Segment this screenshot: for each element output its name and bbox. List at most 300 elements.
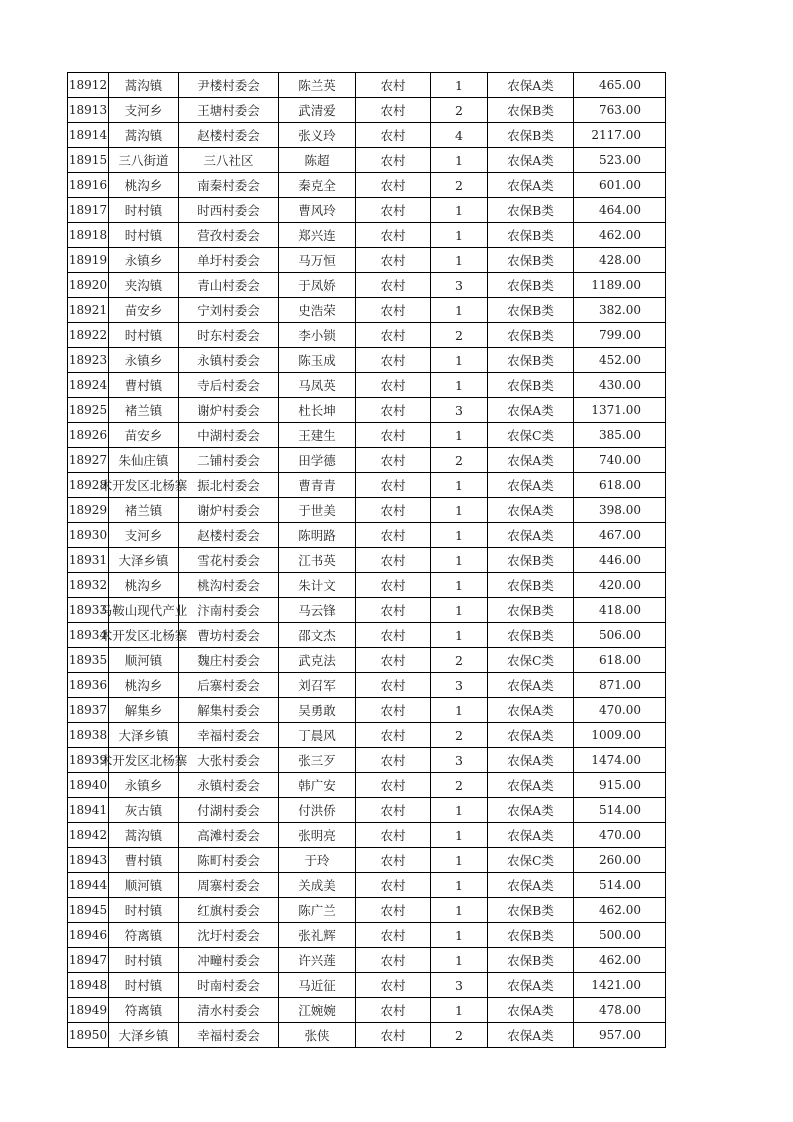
area-type-cell: [356, 823, 431, 848]
township: 时村镇: [124, 328, 163, 343]
village-committee-cell: [179, 598, 279, 623]
township: 解集乡: [124, 703, 163, 718]
record-id: 18950: [68, 1028, 108, 1042]
area-type: 农村: [380, 253, 406, 268]
table-row: [68, 698, 666, 723]
insurance-category-cell: [488, 873, 574, 898]
area-type: 农村: [380, 228, 406, 243]
amount-cell: [574, 848, 666, 873]
area-type-cell: [356, 798, 431, 823]
record-id: 18936: [68, 678, 108, 692]
insurance-category: 农保A类: [507, 778, 554, 793]
insurance-category-cell: [488, 348, 574, 373]
amount: 763.00: [599, 103, 641, 117]
household-count-cell: [431, 98, 488, 123]
insurance-category-cell: [488, 698, 574, 723]
township: 曹村镇: [124, 378, 163, 393]
township: 符离镇: [124, 1003, 163, 1018]
village-committee: 后寨村委会: [197, 678, 260, 693]
table-row: [68, 598, 666, 623]
village-committee: 幸福村委会: [197, 728, 260, 743]
area-type: 农村: [380, 103, 406, 118]
household-count-cell: [431, 348, 488, 373]
township-cell: [109, 373, 179, 398]
household-count: 1: [455, 77, 463, 93]
area-type-cell: [356, 398, 431, 423]
table-row: [68, 873, 666, 898]
person-name-cell: [279, 423, 356, 448]
person-name-cell: [279, 473, 356, 498]
area-type: 农村: [380, 578, 406, 593]
village-committee-cell: [179, 173, 279, 198]
area-type: 农村: [380, 778, 406, 793]
township: 蒿沟镇: [124, 828, 163, 843]
household-count-cell: [431, 673, 488, 698]
household-count: 1: [455, 927, 463, 943]
area-type-cell: [356, 348, 431, 373]
household-count-cell: [431, 723, 488, 748]
insurance-category-cell: [488, 1023, 574, 1048]
insurance-category-cell: [488, 73, 574, 98]
record-id: 18945: [68, 903, 108, 917]
township: 桃沟乡: [124, 178, 163, 193]
township: 符离镇: [124, 928, 163, 943]
area-type-cell: [356, 898, 431, 923]
record-id-cell: [68, 773, 109, 798]
village-committee: 时东村委会: [197, 328, 260, 343]
amount-cell: [574, 898, 666, 923]
area-type-cell: [356, 448, 431, 473]
record-id-cell: [68, 998, 109, 1023]
village-committee-cell: [179, 148, 279, 173]
area-type-cell: [356, 873, 431, 898]
person-name-cell: [279, 873, 356, 898]
township-cell: [99, 623, 188, 648]
area-type-cell: [356, 598, 431, 623]
table-row: [68, 848, 666, 873]
record-id: 18913: [68, 103, 108, 117]
household-count: 1: [455, 227, 463, 243]
insurance-category-cell: [488, 248, 574, 273]
household-count: 1: [455, 952, 463, 968]
record-id-cell: [68, 523, 109, 548]
person-name: 付洪侨: [298, 803, 336, 818]
household-count-cell: [431, 748, 488, 773]
person-name-cell: [279, 998, 356, 1023]
record-id: 18947: [68, 953, 108, 967]
village-committee-cell: [179, 298, 279, 323]
table-row: [68, 273, 666, 298]
household-count-cell: [431, 548, 488, 573]
insurance-category-cell: [488, 748, 574, 773]
township-cell: [109, 423, 179, 448]
insurance-category: 农保B类: [507, 353, 554, 368]
household-count: 1: [455, 252, 463, 268]
village-committee-cell: [179, 898, 279, 923]
insurance-category: 农保B类: [507, 928, 554, 943]
record-id: 18915: [68, 153, 108, 167]
household-count-cell: [431, 123, 488, 148]
amount: 467.00: [599, 528, 641, 542]
insurance-category-cell: [488, 198, 574, 223]
area-type-cell: [356, 148, 431, 173]
area-type: 农村: [380, 753, 406, 768]
person-name: 江婉婉: [298, 1003, 336, 1018]
township: 曹村镇: [124, 853, 163, 868]
village-committee: 南秦村委会: [197, 178, 260, 193]
township: 灰古镇: [124, 803, 163, 818]
insurance-category-cell: [488, 298, 574, 323]
insurance-category: 农保A类: [507, 503, 554, 518]
insurance-category-cell: [488, 323, 574, 348]
amount-cell: [574, 823, 666, 848]
table-row: [68, 723, 666, 748]
record-id-cell: [68, 248, 109, 273]
village-committee: 中湖村委会: [197, 428, 260, 443]
village-committee: 幸福村委会: [197, 1028, 260, 1043]
village-committee-cell: [179, 348, 279, 373]
household-count: 1: [455, 877, 463, 893]
record-id: 18935: [68, 653, 108, 667]
area-type: 农村: [380, 128, 406, 143]
person-name: 杜长坤: [298, 403, 336, 418]
area-type-cell: [356, 548, 431, 573]
area-type-cell: [356, 123, 431, 148]
area-type-cell: [356, 698, 431, 723]
household-count-cell: [431, 823, 488, 848]
person-name: 丁晨风: [298, 728, 336, 743]
person-name: 李小锁: [298, 328, 336, 343]
village-committee-cell: [179, 448, 279, 473]
person-name-cell: [279, 148, 356, 173]
table-row: [68, 623, 666, 648]
township-cell: [99, 748, 188, 773]
person-name: 江书英: [298, 553, 336, 568]
area-type: 农村: [380, 178, 406, 193]
person-name: 张三歹: [298, 753, 336, 768]
insurance-category-cell: [488, 173, 574, 198]
insurance-category-cell: [488, 923, 574, 948]
person-name-cell: [279, 123, 356, 148]
amount: 452.00: [599, 353, 641, 367]
insurance-category: 农保A类: [507, 453, 554, 468]
township: 支河乡: [124, 528, 163, 543]
household-count: 2: [455, 327, 463, 343]
village-committee-cell: [179, 498, 279, 523]
person-name-cell: [279, 248, 356, 273]
amount: 799.00: [599, 328, 641, 342]
village-committee: 宁刘村委会: [197, 303, 260, 318]
village-committee-cell: [179, 423, 279, 448]
village-committee-cell: [179, 323, 279, 348]
amount-cell: [574, 748, 666, 773]
area-type: 农村: [380, 1003, 406, 1018]
area-type: 农村: [380, 878, 406, 893]
township: 支河乡: [124, 103, 163, 118]
village-committee-cell: [179, 723, 279, 748]
area-type: 农村: [380, 303, 406, 318]
insurance-category: 农保A类: [507, 153, 554, 168]
township: 时村镇: [124, 953, 163, 968]
person-name-cell: [279, 348, 356, 373]
amount: 740.00: [599, 453, 641, 467]
person-name: 曹青青: [298, 478, 336, 493]
person-name-cell: [279, 798, 356, 823]
area-type: 农村: [380, 978, 406, 993]
record-id-cell: [68, 173, 109, 198]
record-id: 18944: [68, 878, 108, 892]
village-committee: 单圩村委会: [197, 253, 260, 268]
insurance-category: 农保B类: [507, 253, 554, 268]
amount: 382.00: [599, 303, 641, 317]
household-count-cell: [431, 273, 488, 298]
record-id-cell: [68, 423, 109, 448]
village-committee-cell: [179, 623, 279, 648]
area-type-cell: [356, 923, 431, 948]
person-name: 史浩荣: [298, 303, 336, 318]
insurance-category: 农保A类: [507, 1028, 554, 1043]
household-count-cell: [431, 423, 488, 448]
township: 褚兰镇: [124, 503, 163, 518]
insurance-category-cell: [488, 423, 574, 448]
household-count: 1: [455, 477, 463, 493]
amount: 957.00: [599, 1028, 641, 1042]
area-type: 农村: [380, 378, 406, 393]
township-cell: [109, 723, 179, 748]
table-row: [68, 973, 666, 998]
insurance-category: 农保A类: [507, 78, 554, 93]
area-type-cell: [356, 973, 431, 998]
person-name: 邵文杰: [298, 628, 336, 643]
household-count-cell: [431, 148, 488, 173]
amount-cell: [574, 173, 666, 198]
insurance-category: 农保B类: [507, 953, 554, 968]
record-id-cell: [68, 698, 109, 723]
person-name-cell: [279, 373, 356, 398]
village-committee: 雪花村委会: [197, 553, 260, 568]
amount-cell: [574, 148, 666, 173]
area-type: 农村: [380, 528, 406, 543]
amount-cell: [574, 698, 666, 723]
insurance-category-cell: [488, 123, 574, 148]
township-cell: [109, 248, 179, 273]
township: 顺河镇: [124, 653, 163, 668]
village-committee: 寺后村委会: [197, 378, 260, 393]
insurance-category: 农保C类: [506, 853, 555, 868]
township: 桃沟乡: [124, 678, 163, 693]
amount: 470.00: [599, 703, 641, 717]
village-committee: 曹坊村委会: [197, 628, 260, 643]
insurance-category: 农保A类: [507, 728, 554, 743]
village-committee-cell: [179, 1023, 279, 1048]
village-committee-cell: [179, 273, 279, 298]
township: 时村镇: [124, 228, 163, 243]
insurance-category: 农保B类: [507, 628, 554, 643]
person-name: 陈超: [304, 153, 330, 168]
person-name: 张义玲: [298, 128, 336, 143]
township-cell: [109, 773, 179, 798]
table-row: [68, 73, 666, 98]
record-id: 18942: [68, 828, 108, 842]
insurance-category-cell: [488, 148, 574, 173]
village-committee-cell: [179, 548, 279, 573]
amount-cell: [574, 798, 666, 823]
record-id-cell: [68, 1023, 109, 1048]
person-name: 马云锋: [298, 603, 336, 618]
person-name-cell: [279, 848, 356, 873]
area-type: 农村: [380, 553, 406, 568]
insurance-category: 农保A类: [507, 703, 554, 718]
township: 苗安乡: [124, 428, 163, 443]
insurance-category: 农保B类: [507, 278, 554, 293]
amount-cell: [574, 873, 666, 898]
household-count-cell: [431, 798, 488, 823]
area-type: 农村: [380, 928, 406, 943]
township: 蒿沟镇: [124, 78, 163, 93]
person-name-cell: [279, 73, 356, 98]
record-id-cell: [68, 898, 109, 923]
insurance-category: 农保B类: [507, 578, 554, 593]
township-cell: [109, 848, 179, 873]
amount-cell: [574, 373, 666, 398]
record-id-cell: [68, 723, 109, 748]
village-committee: 时西村委会: [197, 203, 260, 218]
village-committee: 永镇村委会: [197, 778, 260, 793]
table-row: [68, 1023, 666, 1048]
area-type-cell: [356, 673, 431, 698]
household-count-cell: [431, 998, 488, 1023]
amount-cell: [574, 723, 666, 748]
amount: 618.00: [599, 478, 641, 492]
township-cell: [109, 223, 179, 248]
household-count-cell: [431, 448, 488, 473]
village-committee: 付湖村委会: [197, 803, 260, 818]
township: 时村镇: [124, 203, 163, 218]
area-type-cell: [356, 648, 431, 673]
household-count: 1: [455, 202, 463, 218]
area-type-cell: [356, 323, 431, 348]
village-committee-cell: [179, 523, 279, 548]
amount-cell: [574, 248, 666, 273]
person-name-cell: [279, 498, 356, 523]
table-row: [68, 923, 666, 948]
record-id-cell: [68, 273, 109, 298]
amount: 398.00: [599, 503, 641, 517]
area-type-cell: [356, 848, 431, 873]
area-type-cell: [356, 773, 431, 798]
amount-cell: [574, 773, 666, 798]
insurance-category-cell: [488, 273, 574, 298]
area-type-cell: [356, 373, 431, 398]
household-count-cell: [431, 923, 488, 948]
household-count-cell: [431, 523, 488, 548]
amount: 462.00: [599, 903, 641, 917]
village-committee-cell: [179, 73, 279, 98]
village-committee-cell: [179, 473, 279, 498]
township-cell: [109, 798, 179, 823]
area-type: 农村: [380, 828, 406, 843]
village-committee-cell: [179, 773, 279, 798]
village-committee: 桃沟村委会: [197, 578, 260, 593]
table-row: [68, 948, 666, 973]
amount: 1009.00: [591, 728, 641, 742]
record-id: 18925: [68, 403, 108, 417]
area-type: 农村: [380, 278, 406, 293]
person-name-cell: [279, 523, 356, 548]
person-name: 秦克全: [298, 178, 336, 193]
table-row: [68, 323, 666, 348]
record-id: 18919: [68, 253, 108, 267]
amount: 514.00: [599, 878, 641, 892]
village-committee: 谢炉村委会: [197, 403, 260, 418]
insurance-category-cell: [488, 898, 574, 923]
village-committee-cell: [179, 223, 279, 248]
household-count-cell: [431, 873, 488, 898]
person-name: 陈广兰: [298, 903, 336, 918]
amount-cell: [574, 123, 666, 148]
person-name: 吴勇敢: [298, 703, 336, 718]
person-name: 马万恒: [298, 253, 336, 268]
person-name: 关成美: [298, 878, 336, 893]
household-count: 1: [455, 577, 463, 593]
household-count-cell: [431, 948, 488, 973]
township: 褚兰镇: [124, 403, 163, 418]
person-name-cell: [279, 398, 356, 423]
township-cell: [109, 948, 179, 973]
person-name-cell: [279, 223, 356, 248]
amount-cell: [574, 73, 666, 98]
record-id-cell: [68, 673, 109, 698]
township-cell: [109, 498, 179, 523]
village-committee-cell: [179, 373, 279, 398]
village-committee: 沈圩村委会: [197, 928, 260, 943]
township: 永镇乡: [124, 253, 163, 268]
insurance-category: 农保C类: [506, 653, 555, 668]
township: 顺河镇: [124, 878, 163, 893]
insurance-category-cell: [488, 773, 574, 798]
table-row: [68, 98, 666, 123]
amount-cell: [574, 223, 666, 248]
table-row: [68, 498, 666, 523]
person-name: 陈兰英: [298, 78, 336, 93]
household-count-cell: [431, 398, 488, 423]
household-count: 1: [455, 602, 463, 618]
amount-cell: [574, 923, 666, 948]
village-committee-cell: [179, 648, 279, 673]
record-id: 18916: [68, 178, 108, 192]
person-name-cell: [279, 773, 356, 798]
township-cell: [109, 523, 179, 548]
insurance-category-cell: [488, 98, 574, 123]
person-name-cell: [279, 748, 356, 773]
household-count: 2: [455, 1027, 463, 1043]
amount-cell: [574, 348, 666, 373]
person-name: 刘召军: [298, 678, 336, 693]
amount-cell: [574, 398, 666, 423]
record-id: 18927: [68, 453, 108, 467]
township: 永镇乡: [124, 353, 163, 368]
person-name-cell: [279, 173, 356, 198]
record-id: 18946: [68, 928, 108, 942]
amount-cell: [574, 623, 666, 648]
household-count-cell: [431, 773, 488, 798]
record-id-cell: [68, 198, 109, 223]
area-type: 农村: [380, 453, 406, 468]
area-type-cell: [356, 523, 431, 548]
township-cell: [109, 873, 179, 898]
amount: 601.00: [599, 178, 641, 192]
village-committee: 大张村委会: [197, 753, 260, 768]
